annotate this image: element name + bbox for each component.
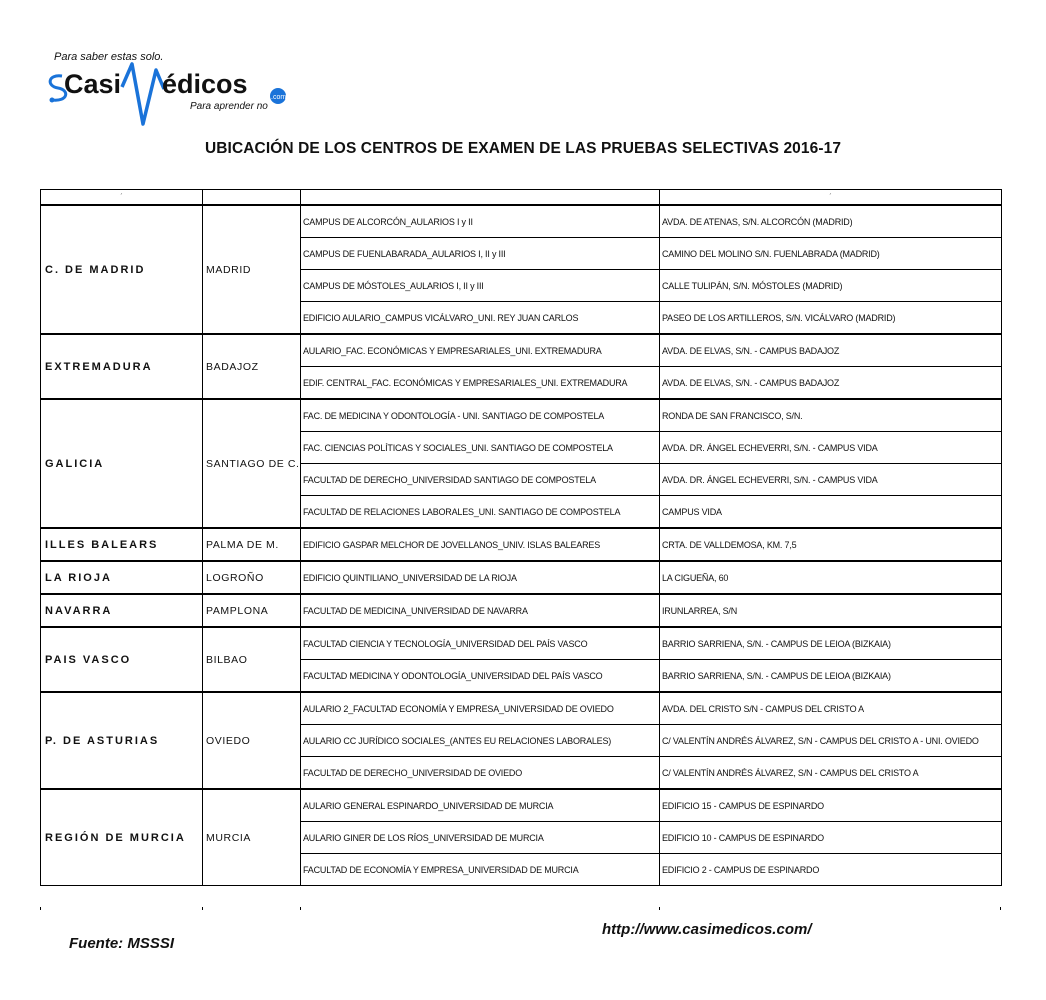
region-cell: NAVARRA xyxy=(41,594,203,627)
website-url: http://www.casimedicos.com/ xyxy=(602,921,812,938)
city-cell: LOGROÑO xyxy=(203,561,301,594)
exam-center-cell: FAC. DE MEDICINA Y ODONTOLOGÍA - UNI. SANTIAGO DE COMPOSTELA xyxy=(301,399,660,432)
address-cell: IRUNLARREA, S/N xyxy=(660,594,1002,627)
header-cell-address: ´ xyxy=(660,190,1002,206)
exam-center-cell: CAMPUS DE MÓSTOLES_AULARIOS I, II y III xyxy=(301,270,660,302)
exam-center-cell: AULARIO 2_FACULTAD ECONOMÍA Y EMPRESA_UNIVERSIDAD DE OVIEDO xyxy=(301,692,660,725)
header-cell-region: ´ xyxy=(41,190,203,206)
region-cell: P. DE ASTURIAS xyxy=(41,692,203,789)
address-cell: CAMINO DEL MOLINO S/N. FUENLABRADA (MADRID) xyxy=(660,238,1002,270)
table-row xyxy=(41,627,1002,660)
table-row xyxy=(41,399,1002,432)
address-cell: CAMPUS VIDA xyxy=(660,496,1002,529)
exam-center-cell: FACULTAD DE DERECHO_UNIVERSIDAD DE OVIEDO xyxy=(301,757,660,790)
city-cell: BILBAO xyxy=(203,627,301,692)
table-row xyxy=(41,205,1002,238)
city-cell: OVIEDO xyxy=(203,692,301,789)
svg-text:.com: .com xyxy=(271,94,287,101)
address-cell: EDIFICIO 15 - CAMPUS DE ESPINARDO xyxy=(660,789,1002,822)
address-cell: AVDA. DR. ÁNGEL ECHEVERRI, S/N. - CAMPUS VIDA xyxy=(660,464,1002,496)
exam-center-cell: FACULTAD CIENCIA Y TECNOLOGÍA_UNIVERSIDAD DEL PAÍS VASCO xyxy=(301,627,660,660)
svg-text:Para aprender no: Para aprender no xyxy=(190,101,268,112)
exam-center-cell: AULARIO CC JURÍDICO SOCIALES_(ANTES EU RELACIONES LABORALES) xyxy=(301,725,660,757)
address-cell: CALLE TULIPÁN, S/N. MÓSTOLES (MADRID) xyxy=(660,270,1002,302)
exam-center-cell: EDIF. CENTRAL_FAC. ECONÓMICAS Y EMPRESARIALES_UNI. EXTREMADURA xyxy=(301,367,660,400)
address-cell: C/ VALENTÍN ANDRÉS ÁLVAREZ, S/N - CAMPUS DEL CRISTO A - UNI. OVIEDO xyxy=(660,725,1002,757)
tick-mark xyxy=(40,907,41,910)
header-cell-city xyxy=(203,190,301,206)
table-header-row xyxy=(41,190,1002,206)
region-cell: REGIÓN DE MURCIA xyxy=(41,789,203,886)
city-cell: SANTIAGO DE C. xyxy=(203,399,301,528)
address-cell: PASEO DE LOS ARTILLEROS, S/N. VICÁLVARO (MADRID) xyxy=(660,302,1002,335)
exam-center-cell: FACULTAD DE MEDICINA_UNIVERSIDAD DE NAVARRA xyxy=(301,594,660,627)
table-row xyxy=(41,334,1002,367)
header-cell-center xyxy=(301,190,660,206)
tick-mark xyxy=(202,907,203,910)
region-cell: EXTREMADURA xyxy=(41,334,203,399)
page-title: UBICACIÓN DE LOS CENTROS DE EXAMEN DE LAS PRUEBAS SELECTIVAS 2016-17 xyxy=(204,140,842,157)
city-cell: BADAJOZ xyxy=(203,334,301,399)
exam-center-cell: CAMPUS DE ALCORCÓN_AULARIOS I y II xyxy=(301,205,660,238)
exam-center-cell: EDIFICIO QUINTILIANO_UNIVERSIDAD DE LA RIOJA xyxy=(301,561,660,594)
svg-text:Casi: Casi xyxy=(64,69,122,99)
source-note: Fuente: MSSSI xyxy=(69,935,175,952)
address-cell: CRTA. DE VALLDEMOSA, KM. 7,5 xyxy=(660,528,1002,561)
exam-center-cell: EDIFICIO AULARIO_CAMPUS VICÁLVARO_UNI. REY JUAN CARLOS xyxy=(301,302,660,335)
exam-center-cell: FAC. CIENCIAS POLÍTICAS Y SOCIALES_UNI. SANTIAGO DE COMPOSTELA xyxy=(301,432,660,464)
address-cell: AVDA. DE ATENAS, S/N. ALCORCÓN (MADRID) xyxy=(660,205,1002,238)
exam-center-cell: EDIFICIO GASPAR MELCHOR DE JOVELLANOS_UNIV. ISLAS BALEARES xyxy=(301,528,660,561)
exam-center-cell: CAMPUS DE FUENLABARADA_AULARIOS I, II y III xyxy=(301,238,660,270)
table-row xyxy=(41,789,1002,822)
city-cell: MURCIA xyxy=(203,789,301,886)
tick-mark xyxy=(300,907,301,910)
address-cell: BARRIO SARRIENA, S/N. - CAMPUS DE LEIOA (BIZKAIA) xyxy=(660,627,1002,660)
city-cell: PAMPLONA xyxy=(203,594,301,627)
address-cell: BARRIO SARRIENA, S/N. - CAMPUS DE LEIOA (BIZKAIA) xyxy=(660,660,1002,693)
address-cell: AVDA. DE ELVAS, S/N. - CAMPUS BADAJOZ xyxy=(660,367,1002,400)
table-row xyxy=(41,594,1002,627)
address-cell: AVDA. DEL CRISTO S/N - CAMPUS DEL CRISTO A xyxy=(660,692,1002,725)
tick-mark xyxy=(659,907,660,910)
address-cell: C/ VALENTÍN ANDRÉS ÁLVAREZ, S/N - CAMPUS DEL CRISTO A xyxy=(660,757,1002,790)
logo-graphic xyxy=(40,44,300,134)
exam-center-cell: AULARIO GENERAL ESPINARDO_UNIVERSIDAD DE MURCIA xyxy=(301,789,660,822)
address-cell: LA CIGUEÑA, 60 xyxy=(660,561,1002,594)
city-cell: PALMA DE M. xyxy=(203,528,301,561)
address-cell: AVDA. DE ELVAS, S/N. - CAMPUS BADAJOZ xyxy=(660,334,1002,367)
tick-mark xyxy=(1000,907,1001,910)
exam-center-cell: AULARIO GINER DE LOS RÍOS_UNIVERSIDAD DE MURCIA xyxy=(301,822,660,854)
region-cell: C. DE MADRID xyxy=(41,205,203,334)
exam-center-cell: AULARIO_FAC. ECONÓMICAS Y EMPRESARIALES_UNI. EXTREMADURA xyxy=(301,334,660,367)
svg-text:édicos: édicos xyxy=(162,69,248,99)
city-cell: MADRID xyxy=(203,205,301,334)
exam-center-cell: FACULTAD DE DERECHO_UNIVERSIDAD SANTIAGO DE COMPOSTELA xyxy=(301,464,660,496)
region-cell: PAIS VASCO xyxy=(41,627,203,692)
exam-centers-table xyxy=(40,189,1002,886)
table-row xyxy=(41,561,1002,594)
region-cell: GALICIA xyxy=(41,399,203,528)
exam-center-cell: FACULTAD DE RELACIONES LABORALES_UNI. SANTIAGO DE COMPOSTELA xyxy=(301,496,660,529)
casimedicos-logo xyxy=(40,44,300,134)
address-cell: RONDA DE SAN FRANCISCO, S/N. xyxy=(660,399,1002,432)
table-footer-ticks xyxy=(40,907,1001,913)
address-cell: EDIFICIO 10 - CAMPUS DE ESPINARDO xyxy=(660,822,1002,854)
table-row xyxy=(41,692,1002,725)
exam-center-cell: FACULTAD MEDICINA Y ODONTOLOGÍA_UNIVERSIDAD DEL PAÍS VASCO xyxy=(301,660,660,693)
region-cell: LA RIOJA xyxy=(41,561,203,594)
svg-text:Para saber estas solo.: Para saber estas solo. xyxy=(54,51,164,63)
address-cell: EDIFICIO 2 - CAMPUS DE ESPINARDO xyxy=(660,854,1002,886)
table-row xyxy=(41,528,1002,561)
address-cell: AVDA. DR. ÁNGEL ECHEVERRI, S/N. - CAMPUS VIDA xyxy=(660,432,1002,464)
exam-center-cell: FACULTAD DE ECONOMÍA Y EMPRESA_UNIVERSIDAD DE MURCIA xyxy=(301,854,660,886)
region-cell: ILLES BALEARS xyxy=(41,528,203,561)
